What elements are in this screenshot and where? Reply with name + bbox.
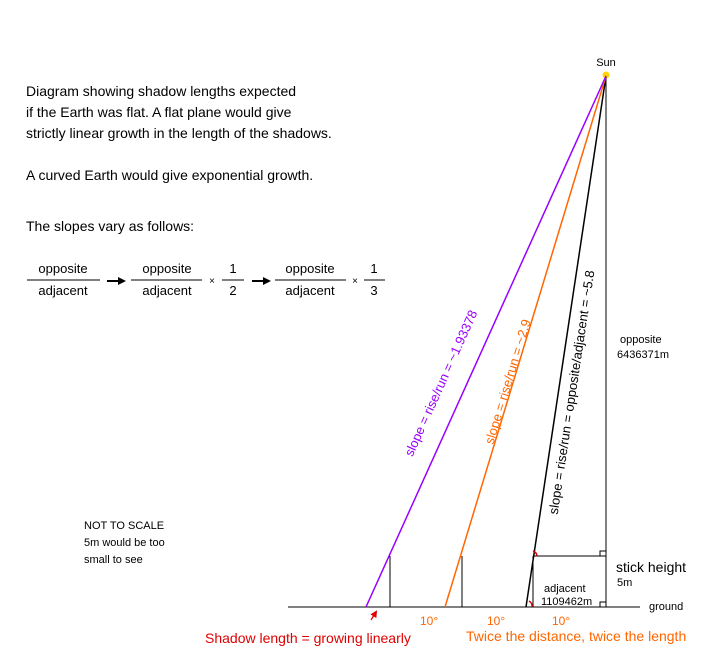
stick-height-value: 5m: [617, 577, 633, 589]
fraction-3-numerator: opposite: [285, 261, 335, 276]
fraction-2-multiplier-denominator: 2: [229, 283, 237, 298]
fraction-3-multiplier-denominator: 3: [370, 283, 378, 298]
fraction-1-numerator: opposite: [38, 261, 88, 276]
angle-label-2: 10°: [487, 614, 506, 628]
slopes-heading: The slopes vary as follows:: [26, 218, 195, 234]
purple-ray: [366, 76, 606, 607]
intro-line-1: Diagram showing shadow lengths expected: [26, 83, 297, 99]
intro-line-2: if the Earth was flat. A flat plane would give: [26, 104, 292, 120]
angle-arc-bottom: [529, 601, 532, 607]
times-sign-2: ×: [352, 276, 358, 287]
fraction-3-multiplier-numerator: 1: [370, 261, 378, 276]
angle-label-3: 10°: [552, 614, 571, 628]
right-angle-bottom: [600, 602, 606, 607]
fraction-2-multiplier-numerator: 1: [229, 261, 237, 276]
note-line-2: 5m would be too: [84, 537, 165, 549]
fraction-2-denominator: adjacent: [142, 283, 192, 298]
times-sign-1: ×: [209, 276, 215, 287]
note-line-1: NOT TO SCALE: [84, 520, 165, 532]
adjacent-label: adjacent: [544, 583, 586, 595]
opposite-value: 6436371m: [617, 349, 669, 361]
fraction-3-denominator: adjacent: [285, 283, 335, 298]
twice-caption: Twice the distance, twice the length: [466, 628, 687, 644]
slope-label-black: slope = rise/run = opposite/adjacent = ~5.8: [545, 269, 598, 516]
shadow-caption: Shadow length = growing linearly: [205, 630, 411, 646]
fraction-1-denominator: adjacent: [38, 283, 88, 298]
slope-label-purple: slope = rise/run = ~1.93378: [401, 307, 481, 459]
fraction-2-numerator: opposite: [142, 261, 192, 276]
sun-label: Sun: [596, 57, 616, 69]
stick-height-label: stick height: [616, 559, 687, 575]
slope-fractions: [27, 261, 385, 298]
right-angle-top: [600, 551, 606, 556]
shadow-arrow-icon: [371, 612, 376, 620]
slope-label-orange: slope = rise/run = ~2.9: [481, 317, 534, 446]
intro-line-4: A curved Earth would give exponential growth.: [26, 167, 314, 183]
adjacent-value: 1109462m: [541, 596, 593, 608]
black-ray: [526, 76, 606, 607]
note-line-3: small to see: [84, 554, 143, 566]
angle-label-1: 10°: [420, 614, 439, 628]
ground-label: ground: [649, 601, 684, 613]
intro-line-3: strictly linear growth in the length of the shadows.: [26, 125, 332, 141]
opposite-label: opposite: [620, 334, 662, 346]
